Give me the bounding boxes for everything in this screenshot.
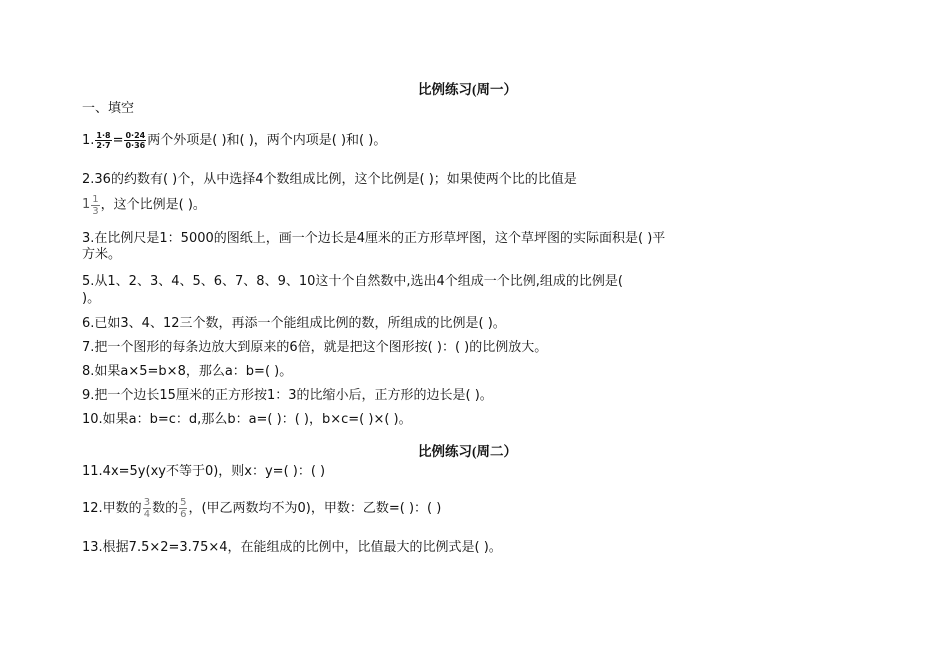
mixed-number-whole: 1 xyxy=(82,197,91,212)
question-13: 13.根据7.5×2=3.75×4，在能组成的比例中，比值最大的比例式是( )。 xyxy=(82,540,502,555)
fraction xyxy=(91,194,99,217)
denominator: 6 xyxy=(180,509,187,520)
denominator: 0·36 xyxy=(125,141,146,150)
fraction xyxy=(143,497,151,520)
numerator: 0·24 xyxy=(125,131,146,140)
question-number: 1. xyxy=(82,133,95,148)
question-text: ，这个比例是( )。 xyxy=(100,197,206,213)
question-7: 7.把一个图形的每条边放大到原来的6倍，就是把这个图形按( )：( )的比例放大。 xyxy=(82,340,548,355)
numerator: 3 xyxy=(143,497,151,508)
denominator: 4 xyxy=(143,509,151,520)
denominator: 2·7 xyxy=(96,141,111,150)
fraction xyxy=(124,131,146,150)
question-text: 两个外项是( )和( )，两个内项是( )和( )。 xyxy=(147,133,387,148)
question-2-line1: 2.36的约数有( )个，从中选择4个数组成比例，这个比例是( )；如果使两个比的比值是 xyxy=(82,172,577,187)
section-heading: 一、填空 xyxy=(82,101,135,116)
numerator: 1 xyxy=(92,193,99,205)
question-9: 9.把一个边长15厘米的正方形按1：3的比缩小后，正方形的边长是( )。 xyxy=(82,388,493,403)
question-2-line2 xyxy=(82,193,206,218)
question-text: ，(甲乙两数均不为0)，甲数：乙数=( )：( ) xyxy=(188,501,442,516)
question-8: 8.如果a×5=b×8，那么a：b=( )。 xyxy=(82,364,293,379)
numerator: 5 xyxy=(180,497,187,508)
equals-sign: = xyxy=(112,133,124,148)
question-5-line1: 5.从1、2、3、4、5、6、7、8、9、10这十个自然数中,选出4个组成一个比例,组成的比例是( xyxy=(82,274,623,289)
question-5-line2: )。 xyxy=(82,291,101,306)
question-3-line2: 方米。 xyxy=(82,247,122,262)
question-1 xyxy=(82,131,386,151)
question-3-line1: 3.在比例尺是1：5000的图纸上，画一个边长是4厘米的正方形草坪图，这个草坪图的实际面积是( )平 xyxy=(82,231,666,246)
denominator: 3 xyxy=(92,205,99,217)
fraction xyxy=(179,497,187,520)
question-text: 数的 xyxy=(152,501,179,516)
question-6: 6.已如3、4、12三个数，再添一个能组成比例的数，所组成的比例是( )。 xyxy=(82,316,506,331)
question-text: 12.甲数的 xyxy=(82,501,142,516)
question-10: 10.如果a：b=c：d,那么b：a=( )：( )，b×c=( )×( )。 xyxy=(82,412,412,427)
page-title-2: 比例练习(周二） xyxy=(418,444,517,459)
fraction xyxy=(95,131,111,150)
question-12 xyxy=(82,494,441,524)
numerator: 1·8 xyxy=(96,131,111,140)
question-11: 11.4x=5y(xy不等于0)，则x：y=( )：( ) xyxy=(82,464,326,479)
page-title: 比例练习(周一） xyxy=(418,82,517,97)
